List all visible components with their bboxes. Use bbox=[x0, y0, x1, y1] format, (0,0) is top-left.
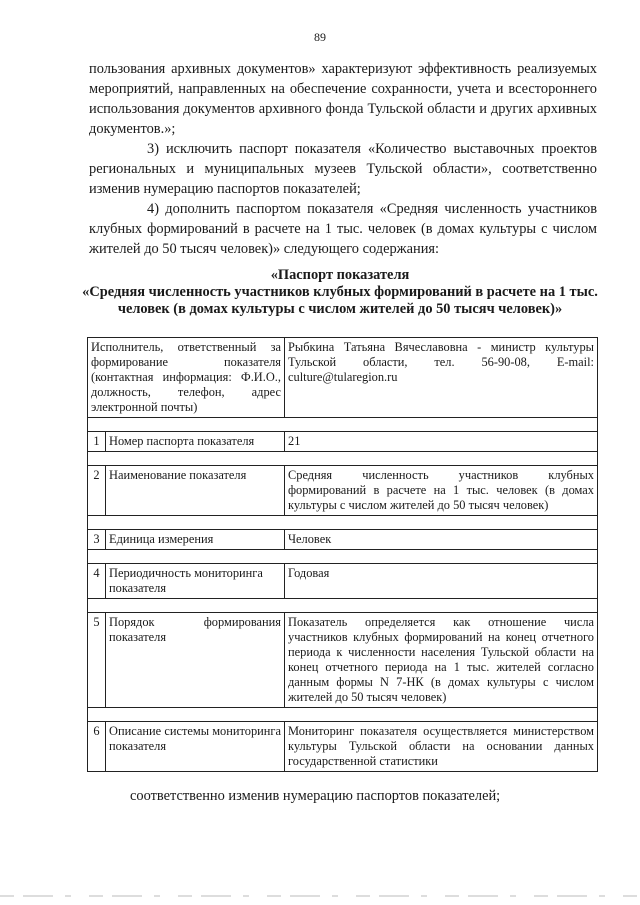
row-value: Показатель определяется как отношение числа участников клубных формирований на конец отчетного периода к численности населения Тульской области на конец отчетного периода на 1 тыс. жителей согласно данным формы N 7-НК (в домах культуры с числом жителей до 50 тысяч человек) bbox=[285, 613, 598, 708]
row-label: Номер паспорта показателя bbox=[106, 432, 285, 452]
row-value: Человек bbox=[285, 530, 598, 550]
page-number: 89 bbox=[314, 30, 326, 44]
row-label: Периодичность мониторинга показателя bbox=[106, 564, 285, 599]
paragraph-item-3: 3) исключить паспорт показателя «Количество выставочных проектов региональных и муниципальных музеев Тульской области», соответственно изменив нумерацию паспортов показателей; bbox=[89, 141, 597, 197]
row-number: 1 bbox=[88, 432, 106, 452]
table-row bbox=[88, 432, 598, 452]
table-gap bbox=[88, 452, 598, 466]
executor-value: Рыбкина Татьяна Вячеславовна - министр культуры Тульской области, тел. 56-90-08, E-mail: culture@tularegion.ru bbox=[285, 338, 598, 418]
row-label: Описание системы мониторинга показателя bbox=[106, 722, 285, 772]
table-gap bbox=[88, 599, 598, 613]
row-value: 21 bbox=[285, 432, 598, 452]
row-label: Единица измерения bbox=[106, 530, 285, 550]
table-row bbox=[88, 613, 598, 708]
table-gap bbox=[88, 708, 598, 722]
table-row bbox=[88, 722, 598, 772]
row-value: Годовая bbox=[285, 564, 598, 599]
table-row bbox=[88, 564, 598, 599]
closing-text: соответственно изменив нумерацию паспортов показателей; bbox=[130, 788, 501, 804]
table-gap bbox=[88, 550, 598, 564]
table-row bbox=[88, 466, 598, 516]
row-number: 6 bbox=[88, 722, 106, 772]
executor-label: Исполнитель, ответственный за формирование показателя (контактная информация: Ф.И.О., должность, телефон, адрес электронной почты) bbox=[88, 338, 285, 418]
passport-title bbox=[80, 267, 600, 318]
passport-title-line2: «Средняя численность участников клубных формирований в расчете на 1 тыс. человек (в домах культуры с числом жителей до 50 тысяч человек)» bbox=[82, 284, 598, 317]
paragraph-archive-continuation: пользования архивных документов» характеризуют эффективность реализуемых мероприятий, направленных на обеспечение сохранности, учета и всестороннего использования документов архивного фонда Тульской области и других архивных документов.»; bbox=[89, 61, 597, 137]
table-row bbox=[88, 530, 598, 550]
row-value: Мониторинг показателя осуществляется министерством культуры Тульской области на основании данных государственной статистики bbox=[285, 722, 598, 772]
passport-table bbox=[87, 337, 598, 772]
row-number: 3 bbox=[88, 530, 106, 550]
table-row-executor bbox=[88, 338, 598, 418]
row-label: Наименование показателя bbox=[106, 466, 285, 516]
paragraph-item-4: 4) дополнить паспортом показателя «Средняя численность участников клубных формирований в расчете на 1 тыс. человек (в домах культуры с числом жителей до 50 тысяч человек)» следующего содержания: bbox=[89, 201, 597, 257]
row-value: Средняя численность участников клубных формирований в расчете на 1 тыс. человек (в домах культуры с числом жителей до 50 тысяч человек) bbox=[285, 466, 598, 516]
row-number: 2 bbox=[88, 466, 106, 516]
scan-border-noise bbox=[0, 894, 640, 898]
row-label: Порядок формирования показателя bbox=[106, 613, 285, 708]
row-number: 5 bbox=[88, 613, 106, 708]
body-text bbox=[89, 59, 597, 259]
row-number: 4 bbox=[88, 564, 106, 599]
table-gap bbox=[88, 418, 598, 432]
table-gap bbox=[88, 516, 598, 530]
passport-title-line1: «Паспорт показателя bbox=[270, 267, 410, 283]
